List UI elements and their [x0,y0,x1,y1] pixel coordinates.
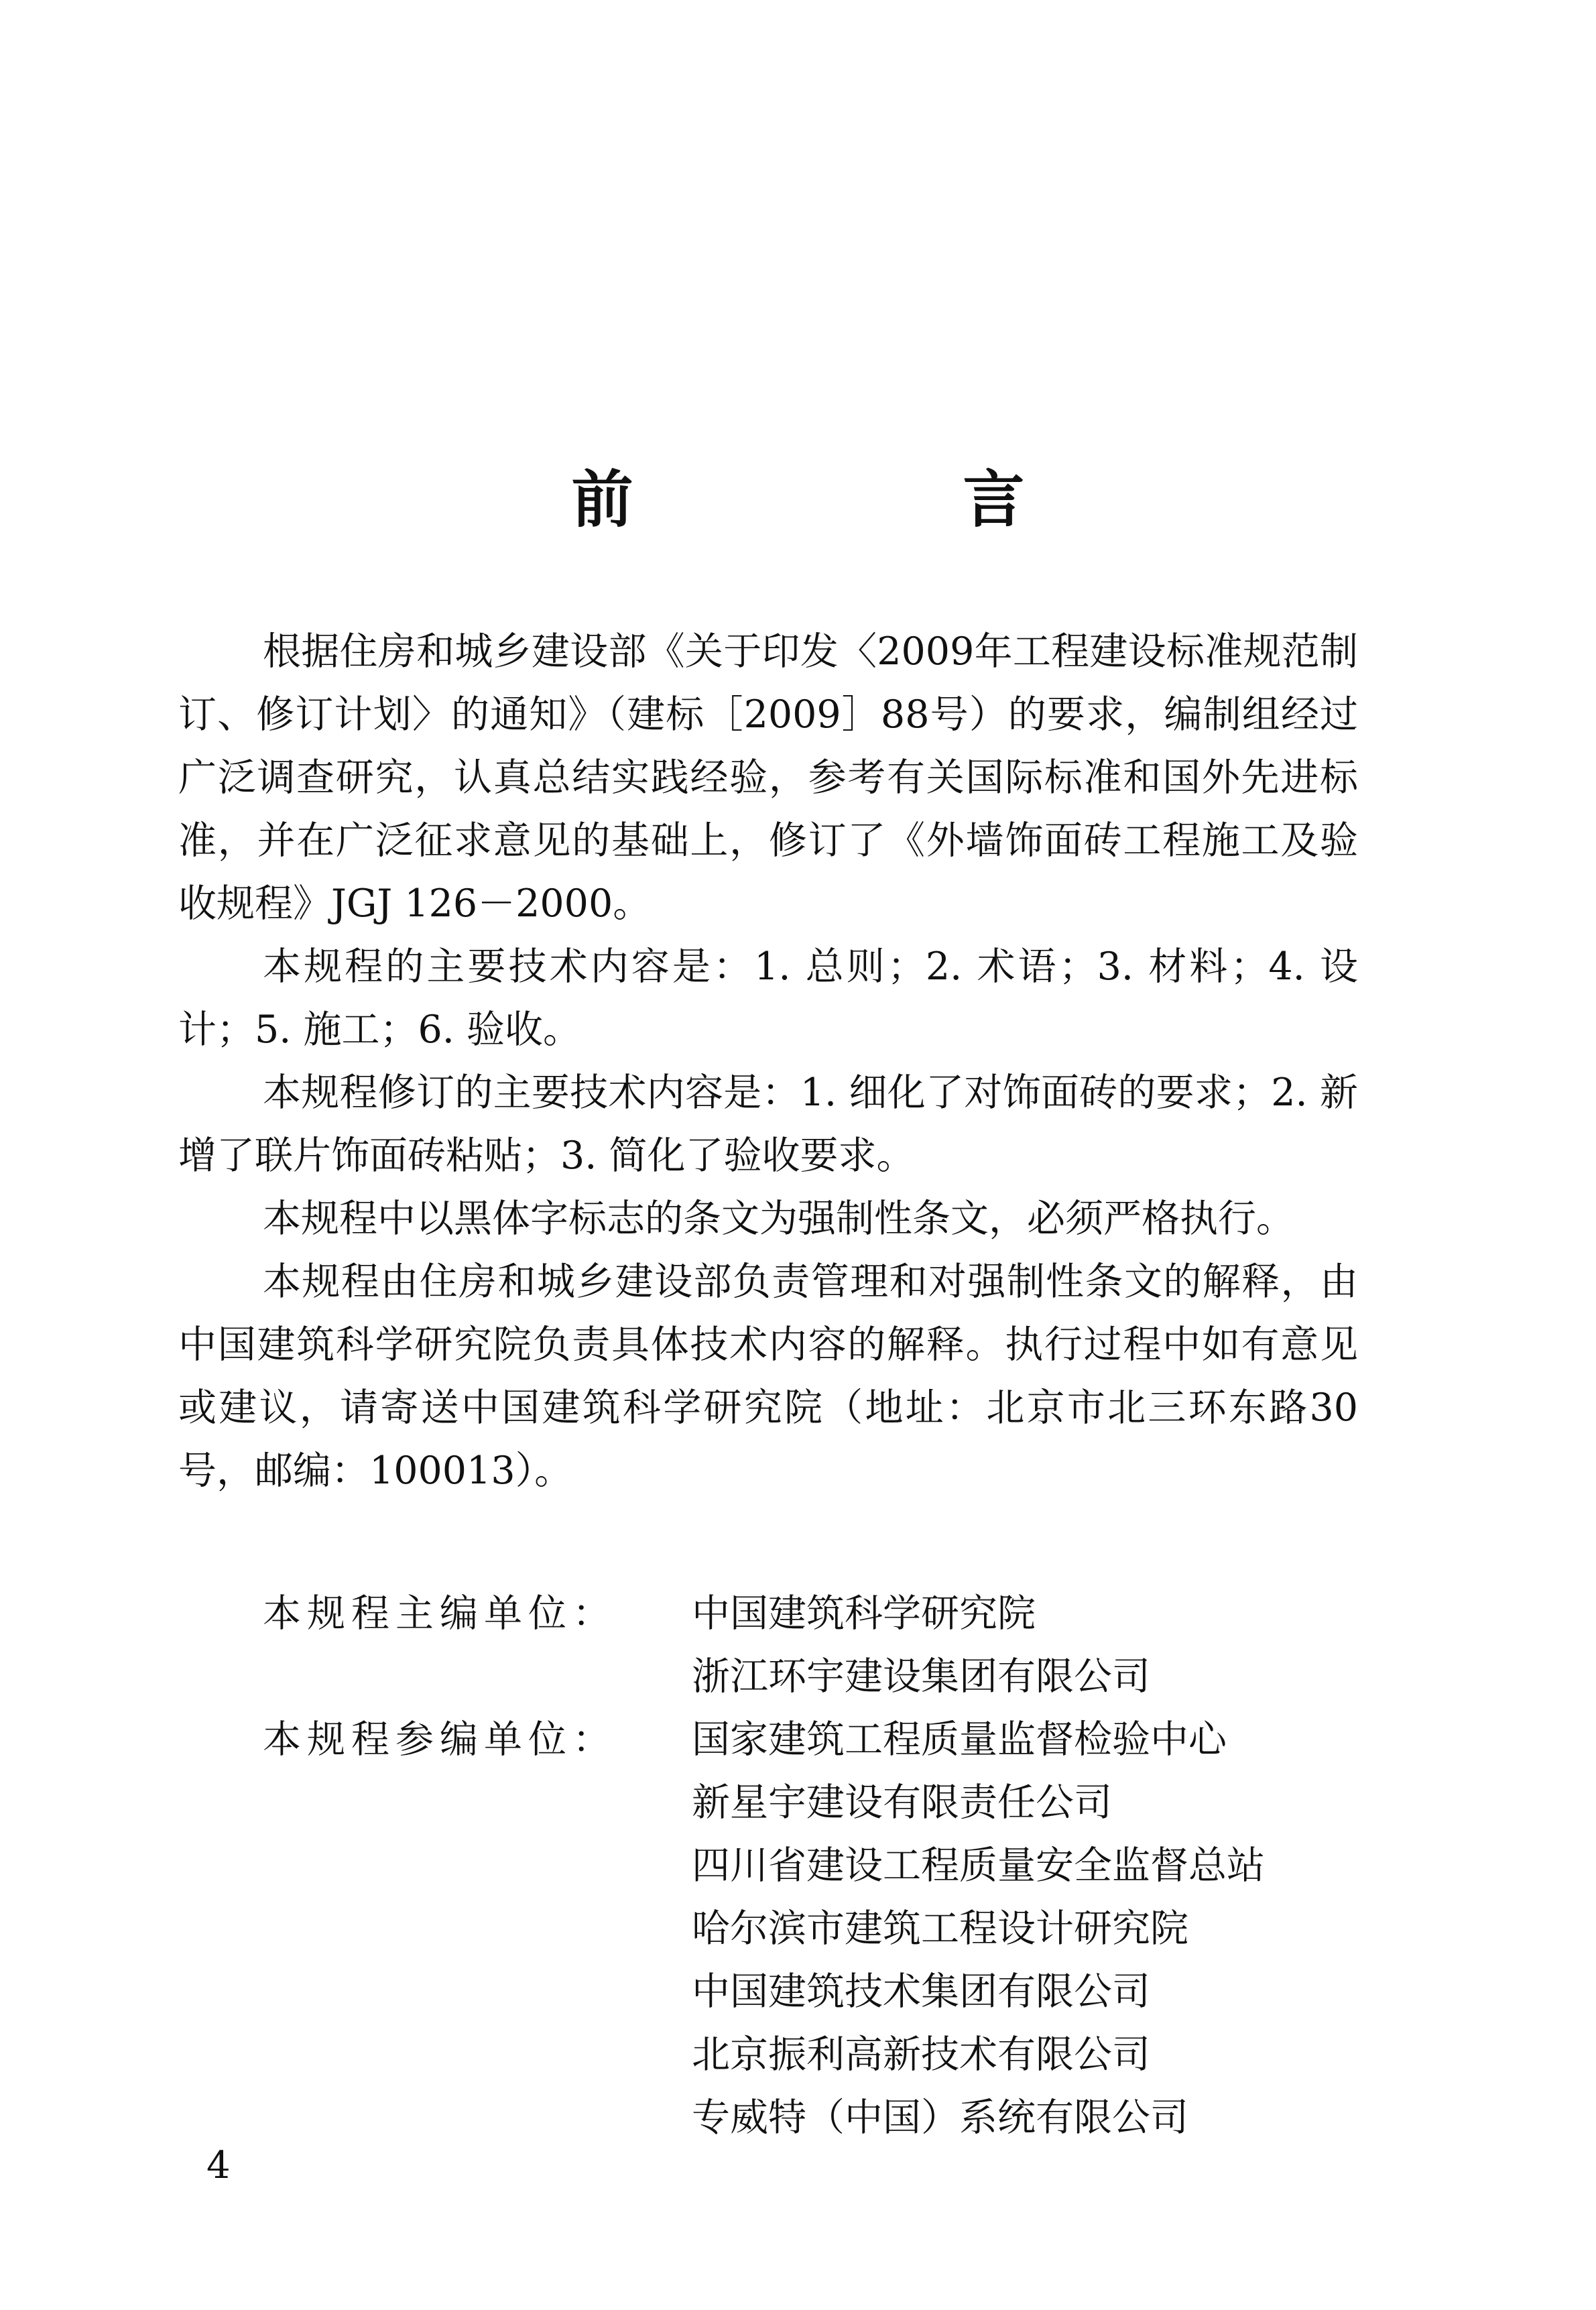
page-number: 4 [206,2144,231,2187]
list-item: 四川省建设工程质量安全监督总站 [692,1843,1265,1888]
list-item: 中国建筑技术集团有限公司 [692,1969,1150,2014]
paragraph-management: 本规程由住房和城乡建设部负责管理和对强制性条文的解释，由中国建筑科学研究院负责具体技术内容的解释。执行过程中如有意见或建议，请寄送中国建筑科学研究院（地址：北京市北三环东路30号，邮编：100013）。 [178,1260,1358,1493]
participating-units-label: 本规程参编单位： [263,1717,617,1762]
chief-units-label: 本规程主编单位： [263,1591,617,1636]
paragraph-mandatory-clauses: 本规程中以黑体字标志的条文为强制性条文，必须严格执行。 [263,1197,1294,1241]
list-item: 浙江环宇建设集团有限公司 [692,1654,1150,1699]
paragraph-revision-contents: 本规程修订的主要技术内容是：1. 细化了对饰面砖的要求；2. 新增了联片饰面砖粘贴；3. 简化了验收要求。 [178,1071,1358,1178]
participating-units [263,1708,1402,2149]
list-item: 国家建筑工程质量监督检验中心 [692,1717,1227,1762]
preface-body [178,620,1358,1502]
units-section [263,1582,1402,2149]
participating-units-list [692,1708,1265,2149]
chief-units [263,1582,1402,1708]
list-item: 哈尔滨市建筑工程设计研究院 [692,1906,1188,1951]
paragraph-basis: 根据住房和城乡建设部《关于印发〈2009年工程建设标准规范制订、修订计划〉的通知》（建标［2009］88号）的要求，编制组经过广泛调查研究，认真总结实践经验，参考有关国际标准和国外先进标准，并在广泛征求意见的基础上，修订了《外墙饰面砖工程施工及验收规程》JGJ 126－2000。 [178,629,1358,926]
list-item: 新星宇建设有限责任公司 [692,1780,1112,1825]
page-title: 前 言 [571,463,1159,536]
list-item: 北京振利高新技术有限公司 [692,2032,1150,2077]
list-item: 中国建筑科学研究院 [692,1591,1036,1636]
paragraph-main-contents: 本规程的主要技术内容是：1. 总则；2. 术语；3. 材料；4. 设计；5. 施工；6. 验收。 [178,945,1358,1052]
chief-units-list [692,1582,1150,1708]
list-item: 专威特（中国）系统有限公司 [692,2095,1188,2140]
